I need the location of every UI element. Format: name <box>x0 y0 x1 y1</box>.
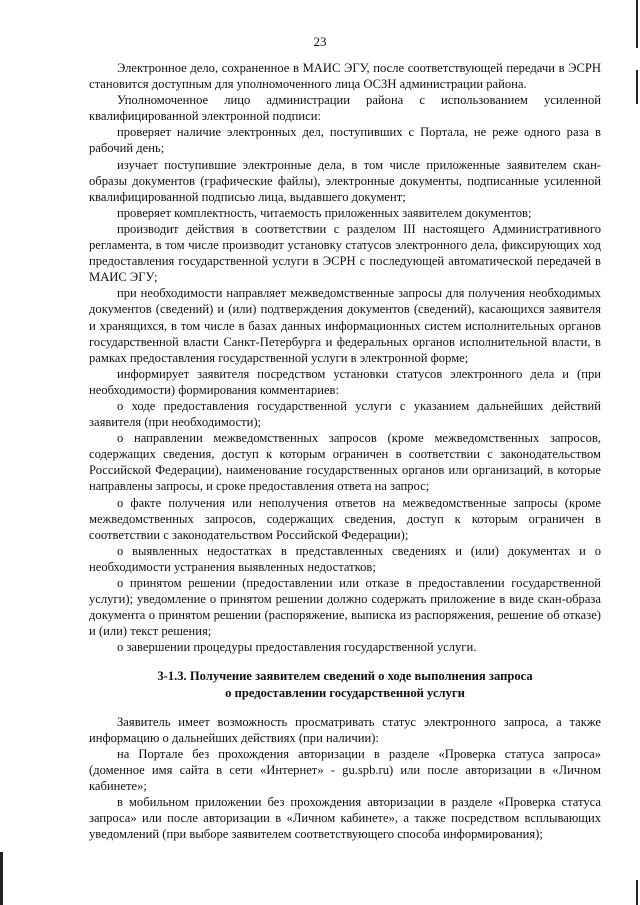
page-number: 23 <box>313 34 327 49</box>
paragraph: Уполномоченное лицо администрации района с использованием усиленной квалифицированной электронной подписи: <box>89 93 601 124</box>
paragraph: при необходимости направляет межведомственные запросы для получения необходимых документов (сведений) и (или) подтверждения документов (сведений), касающихся заявителя и хранящихся, в том числе в базах данных информационных систем исполнительных органов государственной власти Санкт-Петербурга и федеральных органов исполнительной власти, в рамках предоставления государственной услуги в электронной форме; <box>89 286 601 365</box>
paragraph: информирует заявителя посредством установки статусов электронного дела и (при необходимости) формирования комментариев: <box>89 366 601 397</box>
paragraph: производит действия в соответствии с разделом III настоящего Административного регламента, в том числе производит установку статусов электронного дела, фиксирующих ход предоставления государственной услуги в ЭСРН с последующей автоматической передачей в МАИС ЭГУ; <box>89 221 601 285</box>
section-heading <box>89 668 601 700</box>
paragraph: Заявитель имеет возможность просматривать статус электронного запроса, а также информацию о дальнейших действиях (при наличии): <box>89 714 601 745</box>
paragraph: о ходе предоставления государственной услуги с указанием дальнейших действий заявителя (при необходимости); <box>89 398 601 430</box>
paragraph: Электронное дело, сохраненное в МАИС ЭГУ, после соответствующей передачи в ЭСРН становится доступным для уполномоченного лица ОСЗН администрации района. <box>89 61 601 92</box>
paragraph: о завершении процедуры предоставления государственной услуги. <box>117 640 477 655</box>
section-heading-line: о предоставлении государственной услуги <box>225 685 465 700</box>
paragraph: о принятом решении (предоставлении или отказе в предоставлении государственной услуги); уведомление о принятом решении должно содержать приложение в виде скан-образа документа о принятом решении (распоряжение, выписка из распоряжения, решение об отказе) и (или) текст решения; <box>89 576 601 639</box>
scan-edge-mark <box>636 70 638 104</box>
paragraph: на Портале без прохождения авторизации в разделе «Проверка статуса запроса» (доменное имя сайта в сети «Интернет» - gu.spb.ru) или после авторизации в «Личном кабинете»; <box>89 746 601 794</box>
paragraph: изучает поступившие электронные дела, в том числе приложенные заявителем скан-образы документов (графические файлы), электронные документы, подписанные усиленной квалифицированной подписью лица, выдавшего документ; <box>89 157 601 204</box>
scan-edge-mark <box>636 0 638 48</box>
paragraph: в мобильном приложении без прохождения авторизации в разделе «Проверка статуса запроса» или после авторизации в «Личном кабинете», а также посредством всплывающих уведомлений (при выборе заявителем соответствующего способа информирования); <box>89 795 601 842</box>
paragraph: проверяет комплектность, читаемость приложенных заявителем документов; <box>117 205 532 220</box>
paragraph: о факте получения или неполучения ответов на межведомственные запросы (кроме межведомственных запросов, содержащих сведения, доступ к которым ограничен в соответствии с законодательством Российской Федерации); <box>89 495 601 542</box>
scan-edge-mark <box>636 880 638 905</box>
document-body <box>89 60 601 842</box>
scan-edge-mark <box>0 852 3 905</box>
paragraph: проверяет наличие электронных дел, поступивших с Портала, не реже одного раза в рабочий день; <box>89 125 601 156</box>
paragraph: о выявленных недостатках в представленных сведениях и (или) документах и о необходимости устранения выявленных недостатков; <box>89 543 601 574</box>
paragraph: о направлении межведомственных запросов (кроме межведомственных запросов, содержащих сведения, доступ к которым ограничен в соответствии с законодательством Российской Федерации), наименование государственных органов или организаций, в которые направлены запросы, и сроке предоставления ответа на запрос; <box>89 431 601 494</box>
section-heading-line: 3-1.3. Получение заявителем сведений о ходе выполнения запроса <box>157 669 533 684</box>
